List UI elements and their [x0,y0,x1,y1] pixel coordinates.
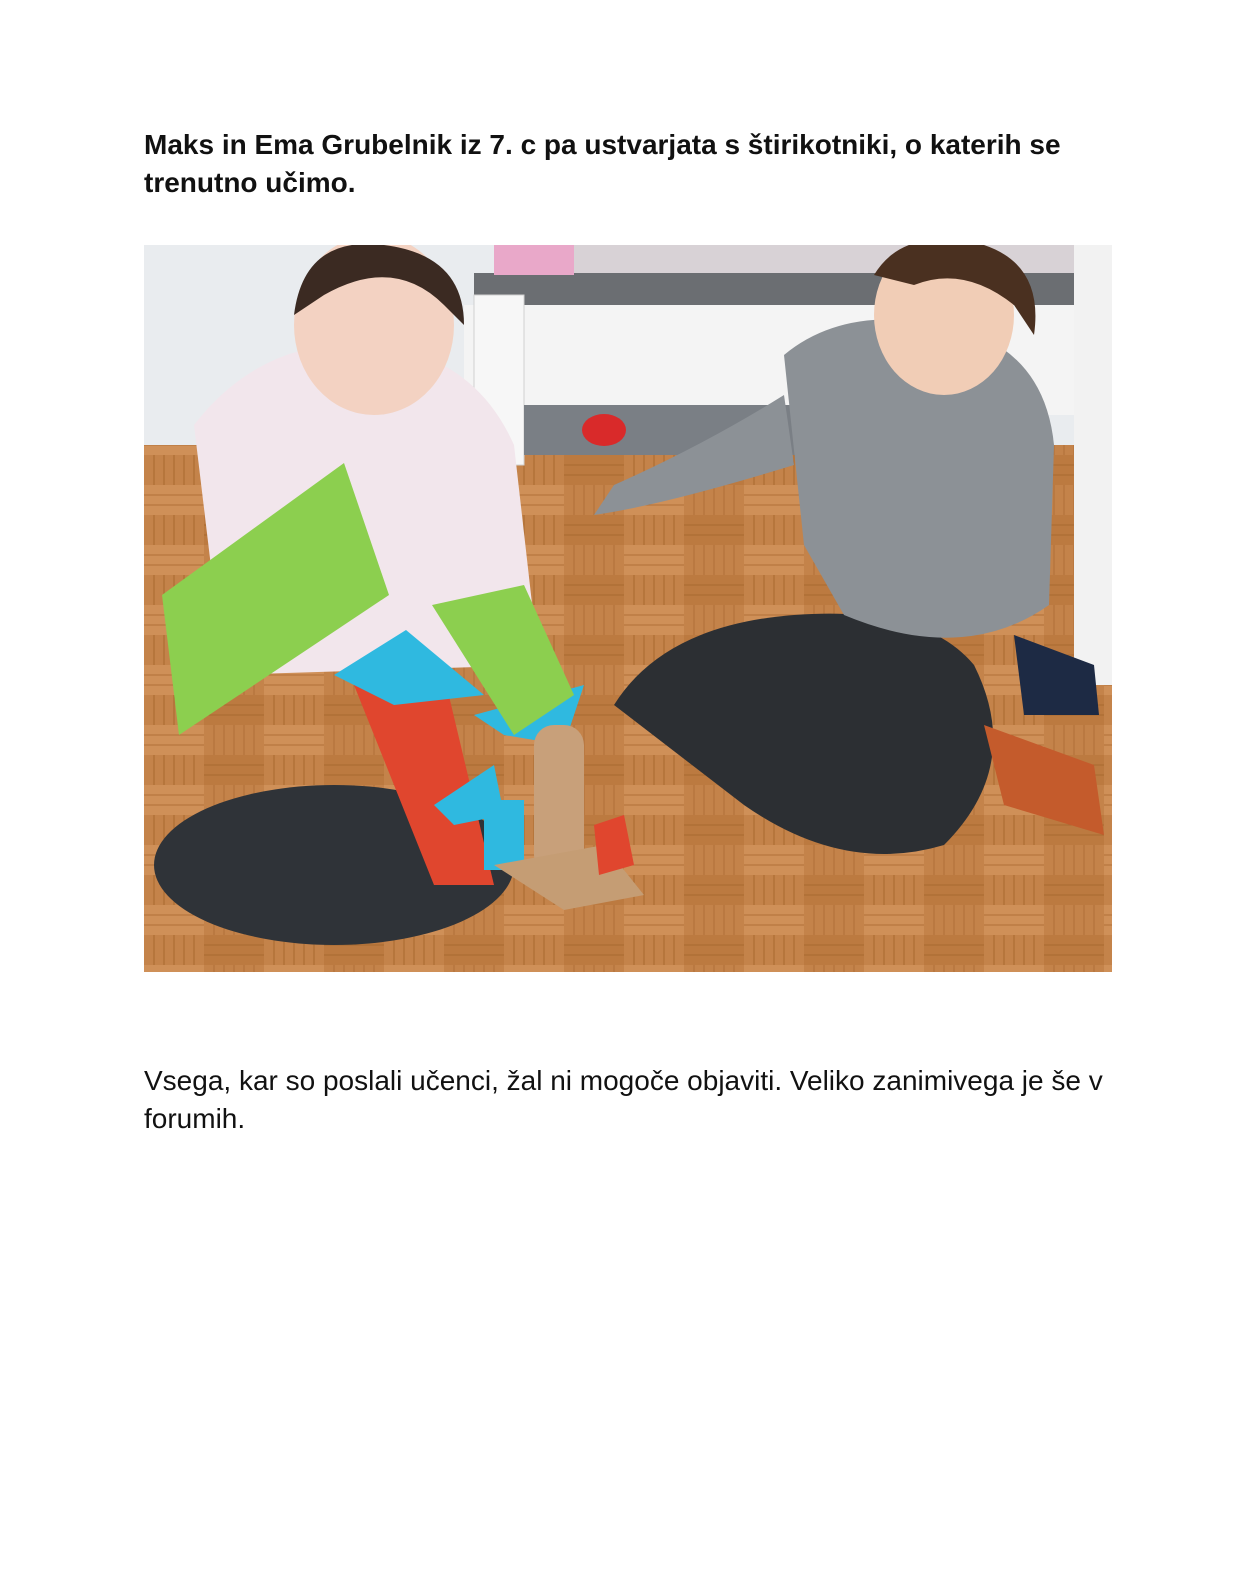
page-heading: Maks in Ema Grubelnik iz 7. c pa ustvarjata s štirikotniki, o katerih se trenutno učimo. [144,129,1061,198]
wardrobe-edge [1074,245,1112,685]
photo-illustration [144,245,1112,972]
body-paragraph: Vsega, kar so poslali učenci, žal ni mogoče objaviti. Veliko zanimivega je še v forumih. [144,1065,1103,1134]
pink-pillow [494,245,574,275]
photo-children-building [144,245,1112,972]
red-toy [582,414,626,446]
blue-card-bottom [484,800,524,870]
